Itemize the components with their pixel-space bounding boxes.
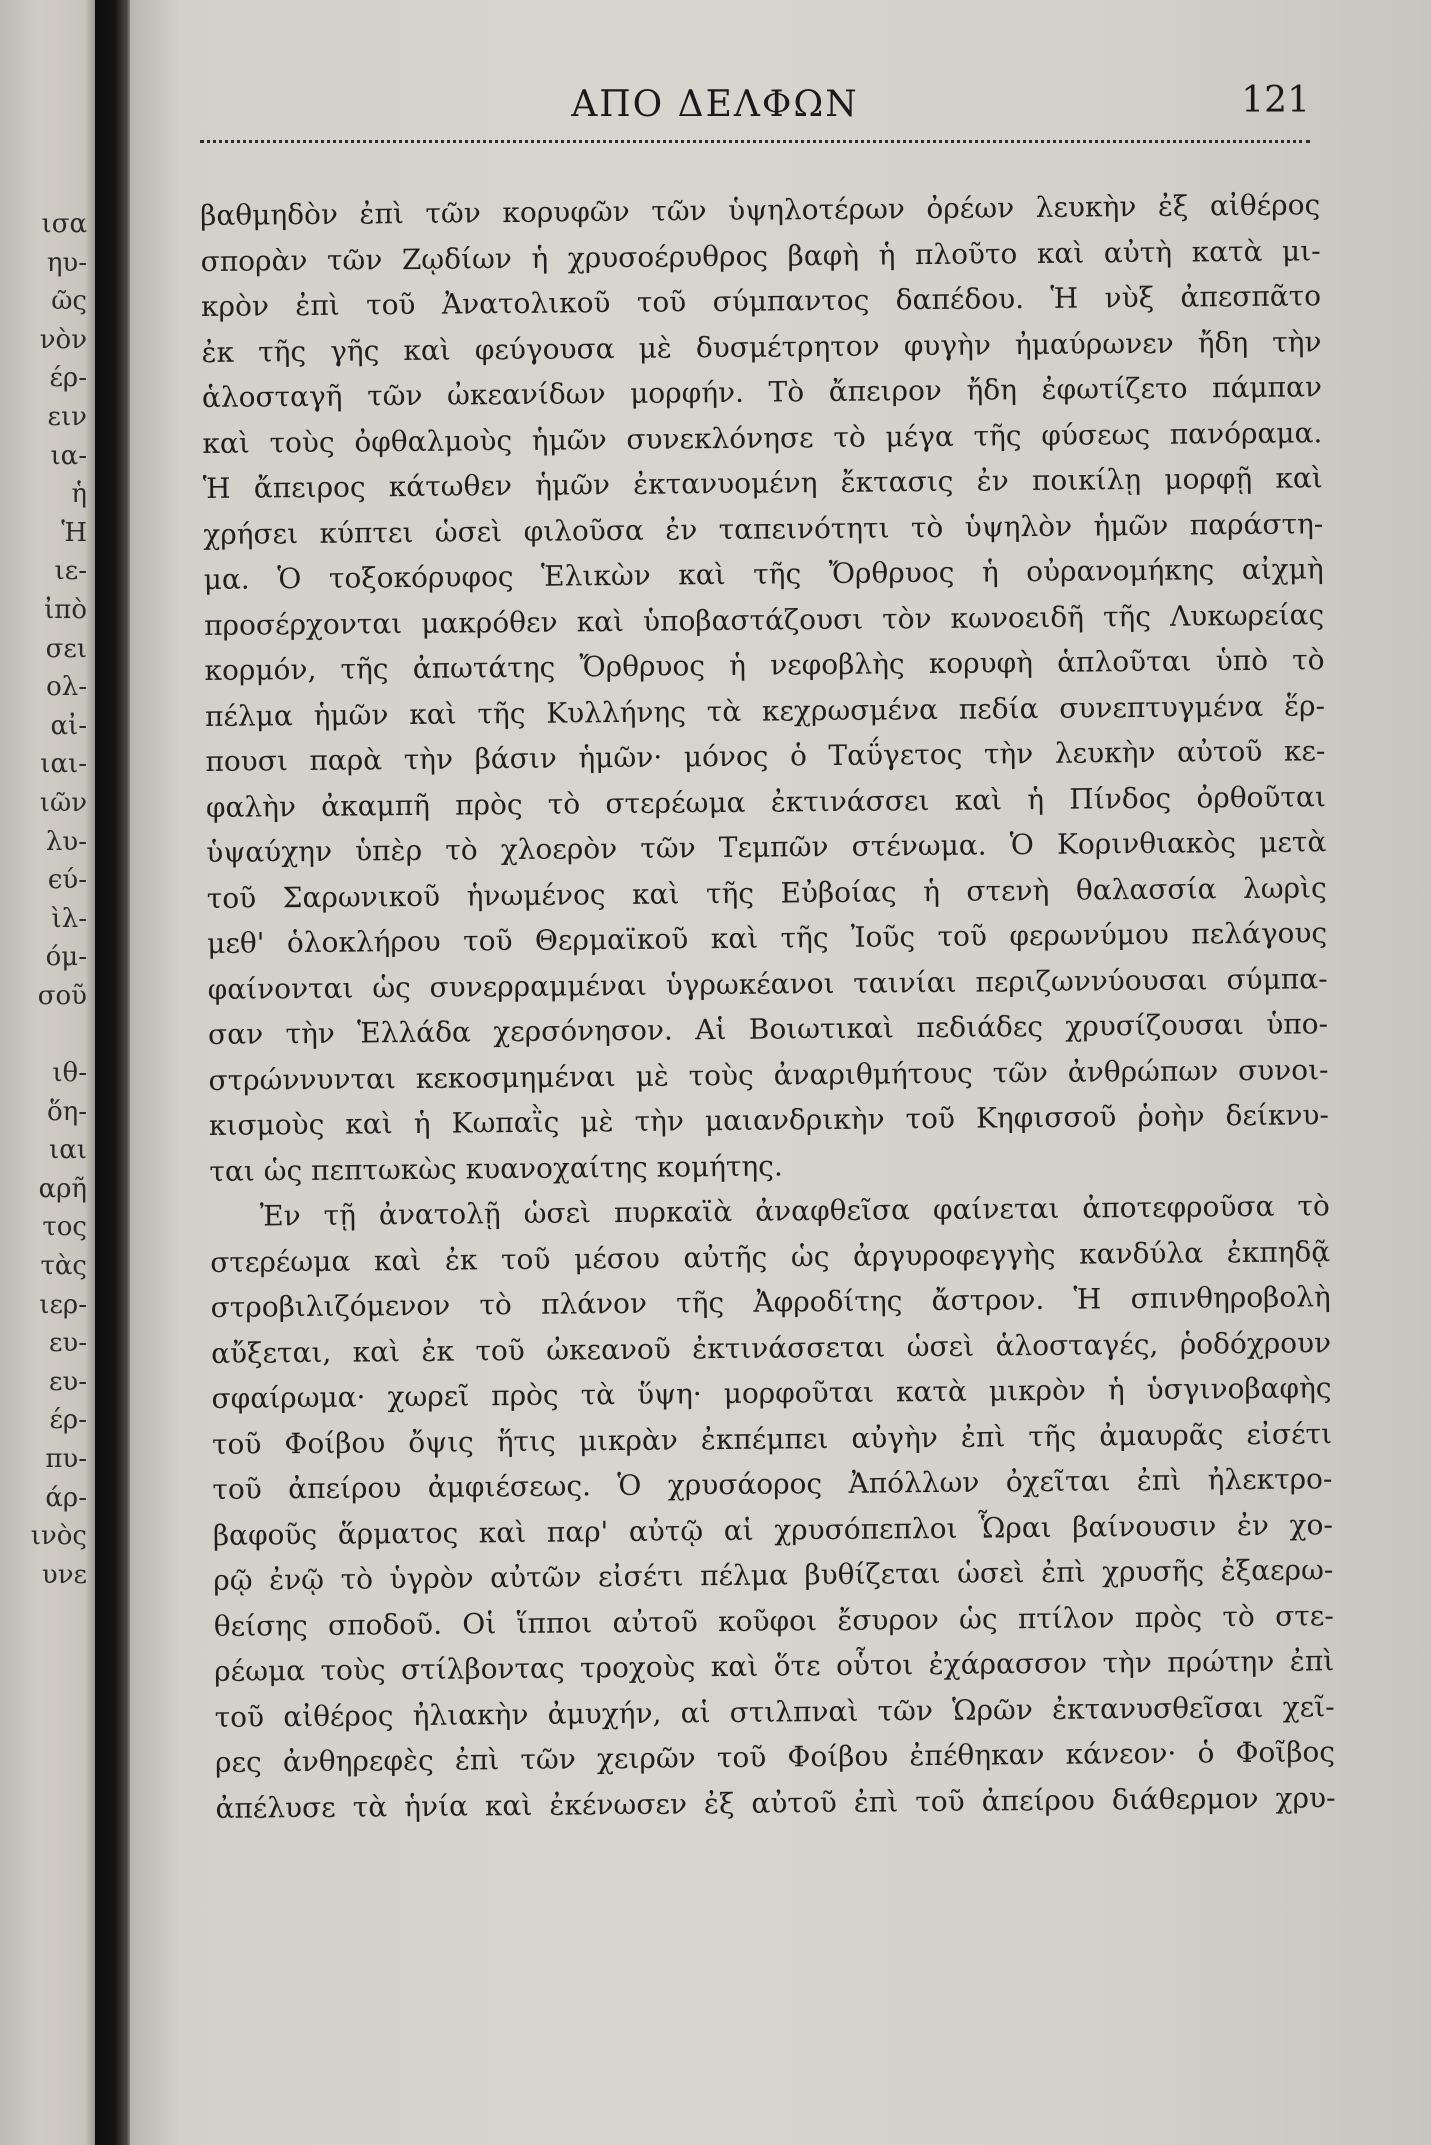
text-line: ὑψαύχην ὑπὲρ τὸ χλοερὸν τῶν Τεμπῶν στένωμα. Ὁ Κορινθιακὸς μετὰ — [206, 825, 1327, 869]
paragraph-start-line: Ἐν τῇ ἀνατολῇ ὡσεὶ πυρκαϊὰ ἀναφθεῖσα φαίνεται ἀποτεφροῦσα τὸ — [259, 1189, 1330, 1233]
text-line: βαφοῦς ἅρματος καὶ παρ' αὐτῷ αἱ χρυσόπεπλοι Ὧραι βαίνουσιν ἐν χο- — [212, 1507, 1333, 1552]
text-line: Ἡ ἄπειρος κάτωθεν ἡμῶν ἐκτανυομένη ἔκτασις ἐν ποικίλῃ μορφῇ καὶ — [202, 461, 1323, 505]
fragment-line: ειν — [47, 401, 87, 432]
text-line: προσέρχονται μακρόθεν καὶ ὑποβαστάζουσι τὸν κωνοειδῆ τῆς Λυκωρείας — [203, 597, 1325, 642]
fragment-line: έρ- — [49, 363, 87, 394]
fragment-line: ιαι- — [40, 749, 87, 780]
running-head — [190, 80, 1310, 140]
text-line: στερέωμα καὶ ἐκ τοῦ μέσου αὐτῆς ὡς ἀργυροφεγγὴς κανδύλα ἐκπηδᾷ — [210, 1234, 1331, 1279]
fragment-line: αἰ- — [50, 710, 87, 741]
text-line: ἁλοσταγῆ τῶν ὠκεανίδων μορφήν. Τὸ ἄπειρον ἤδη ἐφωτίζετο πάμπαν — [201, 370, 1323, 414]
fragment-line: ευ- — [48, 1328, 87, 1359]
fragment-line: ισα — [41, 209, 87, 239]
fragment-line: ὅη- — [46, 1096, 87, 1127]
facing-page-edge — [0, 0, 95, 2145]
text-line: σαν τὴν Ἑλλάδα χερσόνησον. Αἱ Βοιωτικαὶ πεδιάδες χρυσίζουσαι ὑπο- — [207, 1007, 1329, 1051]
text-line: στροβιλιζόμενον τὸ πλάνον τῆς Ἀφροδίτης ἄστρον. Ἡ σπινθηροβολὴ — [210, 1280, 1331, 1324]
fragment-line: έρ- — [49, 1405, 87, 1436]
text-line: τοῦ αἰθέρος ἠλιακὴν ἀμυχήν, αἱ στιλπναὶ τῶν Ὡρῶν ἐκτανυσθεῖσαι χεῖ- — [214, 1689, 1335, 1734]
book-page — [130, 0, 1431, 2145]
facing-page-text-fragments — [2, 205, 87, 1594]
text-line: ἐκ τῆς γῆς καὶ φεύγουσα μὲ δυσμέτρητον φυγὴν ἠμαύρωνεν ἤδη τὴν — [201, 324, 1322, 369]
fragment-line: ιαι — [49, 1135, 87, 1166]
fragment-line: ιθ- — [52, 1058, 87, 1089]
fragment-line: ιε- — [54, 556, 87, 587]
fragment-line: σοῦ — [37, 980, 87, 1011]
text-line: χρήσει κύπτει ὡσεὶ φιλοῦσα ἐν ταπεινότητι τὸ ὑψηλὸν ἡμῶν παράστη- — [203, 506, 1324, 551]
fragment-line: άρ- — [45, 1482, 87, 1513]
text-line: κισμοὺς καὶ ἡ Κωπαῒς μὲ τὴν μαιανδρικὴν τοῦ Κηφισσοῦ ῥοὴν δείκνυ- — [208, 1098, 1330, 1142]
fragment-line: ια- — [50, 440, 87, 471]
running-head-title: ΑΠΟ ΔΕΛΦΩΝ — [571, 84, 859, 125]
fragment-line: ϵύ- — [47, 865, 87, 896]
fragment-line: ἰπὸ — [44, 594, 87, 625]
fragment-line: όμ- — [45, 942, 87, 973]
text-line: τοῦ Φοίβου ὄψις ἥτις μικρὰν ἐκπέμπει αὐγὴν ἐπὶ τῆς ἀμαυρᾶς εἰσέτι — [211, 1416, 1333, 1461]
text-line: ρες ἀνθηρεφὲς ἐπὶ τῶν χειρῶν τοῦ Φοίβου ἐπέθηκαν κάνεον· ὁ Φοῖβος — [214, 1735, 1336, 1779]
fragment-line: ολ- — [46, 672, 87, 703]
fragment-line: ηυ- — [46, 247, 87, 278]
fragment-line: τος — [42, 1212, 87, 1243]
text-line: φαίνονται ὡς συνερραμμέναι ὑγρωκέανοι ταινίαι περιζωννύουσαι σύμπα- — [207, 961, 1328, 1006]
fragment-line: ινὸς — [30, 1521, 87, 1552]
fragment-line: ῶς — [51, 286, 87, 317]
text-line: κορμόν, τῆς ἀπωτάτης Ὄρθρυος ἡ νεφοβλὴς κορυφὴ ἁπλοῦται ὑπὸ τὸ — [204, 643, 1325, 687]
fragment-line: νὸν — [39, 324, 87, 355]
text-line: καὶ τοὺς ὀφθαλμοὺς ἡμῶν συνεκλόνησε τὸ μέγα τῆς φύσεως πανόραμα. — [202, 415, 1323, 460]
text-line: τοῦ Σαρωνικοῦ ἡνωμένος καὶ τῆς Εὐβοίας ἡ στενὴ θαλασσία λωρὶς — [206, 870, 1327, 915]
fragment-line: λυ- — [45, 826, 87, 857]
text-line: τοῦ ἀπείρου ἀμφιέσεως. Ὁ χρυσάορος Ἀπόλλων ὀχεῖται ἐπὶ ἠλεκτρο- — [212, 1462, 1333, 1506]
text-line: θείσης σποδοῦ. Οἱ ἵπποι αὐτοῦ κοῦφοι ἔσυρον ὡς πτίλον πρὸς τὸ στε- — [213, 1598, 1334, 1643]
text-line: ρέωμα τοὺς στίλβοντας τροχοὺς καὶ ὅτε οὗτοι ἐχάρασσον τὴν πρώτην ἐπὶ — [214, 1644, 1335, 1688]
fragment-line: σει — [45, 633, 87, 664]
text-line: φαλὴν ἀκαμπῆ πρὸς τὸ στερέωμα ἐκτινάσσει καὶ ἡ Πίνδος ὀρθοῦται — [205, 779, 1327, 824]
text-line: πέλμα ἡμῶν καὶ τῆς Κυλλήνης τὰ κεχρωσμένα πεδία συνεπτυγμένα ἕρ- — [204, 688, 1326, 733]
fragment-line: ιερ- — [39, 1289, 87, 1320]
text-line: μεθ' ὁλοκλήρου τοῦ Θερμαϊκοῦ καὶ τῆς Ἰοῦς τοῦ φερωνύμου πελάγους — [207, 916, 1328, 960]
text-line: σφαίρωμα· χωρεῖ πρὸς τὰ ὕψη· μορφοῦται κατὰ μικρὸν ἡ ὑσγινοβαφὴς — [211, 1371, 1332, 1415]
fragment-line: πυ- — [45, 1444, 87, 1474]
fragment-line: τὰς — [40, 1251, 87, 1282]
header-rule — [200, 140, 1310, 143]
text-line: πουσι παρὰ τὴν βάσιν ἡμῶν· μόνος ὁ Ταΰγετος τὴν λευκὴν αὐτοῦ κε- — [205, 734, 1326, 778]
fragment-line: υνε — [41, 1559, 87, 1590]
text-line: κρὸν ἐπὶ τοῦ Ἀνατολικοῦ τοῦ σύμπαντος δαπέδου. Ἡ νὺξ ἀπεσπᾶτο — [200, 279, 1322, 323]
book-gutter — [95, 0, 130, 2145]
paragraph-end-line: ται ὡς πεπτωκὼς κυανοχαίτης κομήτης. — [209, 1148, 783, 1188]
fragment-line — [2, 1015, 87, 1054]
fragment-line: Ἡ — [61, 517, 87, 548]
fragment-line: ὶλ- — [51, 903, 87, 934]
page-number: 121 — [1241, 80, 1310, 121]
fragment-line: αρῆ — [38, 1173, 87, 1204]
text-line: βαθμηδὸν ἐπὶ τῶν κορυφῶν τῶν ὑψηλοτέρων ὀρέων λευκὴν ἐξ αἰθέρος — [200, 188, 1321, 232]
text-line: σπορὰν τῶν Ζῳδίων ἡ χρυσοέρυθρος βαφὴ ἡ πλοῦτο καὶ αὐτὴ κατὰ μι- — [200, 233, 1321, 278]
text-line: στρώννυνται κεκοσμημέναι μὲ τοὺς ἀναριθμήτους τῶν ἀνθρώπων συνοι- — [208, 1052, 1329, 1097]
fragment-line: ευ- — [48, 1366, 87, 1397]
text-line: μα. Ὁ τοξοκόρυφος Ἑλικὼν καὶ τῆς Ὄρθρυος ἡ οὐρανομήκης αἰχμὴ — [203, 552, 1324, 596]
body-text — [200, 182, 1336, 1831]
text-line: αὔξεται, καὶ ἐκ τοῦ ὠκεανοῦ ἐκτινάσσεται ὡσεὶ ἁλοσταγές, ῥοδόχρουν — [210, 1325, 1332, 1370]
text-line: ρῷ ἐνῷ τὸ ὑγρὸν αὐτῶν εἰσέτι πέλμα βυθίζεται ὡσεὶ ἐπὶ χρυσῆς ἐξαερω- — [213, 1553, 1334, 1597]
fragment-line: ιῶν — [39, 787, 87, 818]
text-line: ἀπέλυσε τὰ ἡνία καὶ ἐκένωσεν ἐξ αὐτοῦ ἐπὶ τοῦ ἀπείρου διάθερμον χρυ- — [215, 1780, 1336, 1825]
fragment-line: ἡ — [71, 479, 87, 510]
